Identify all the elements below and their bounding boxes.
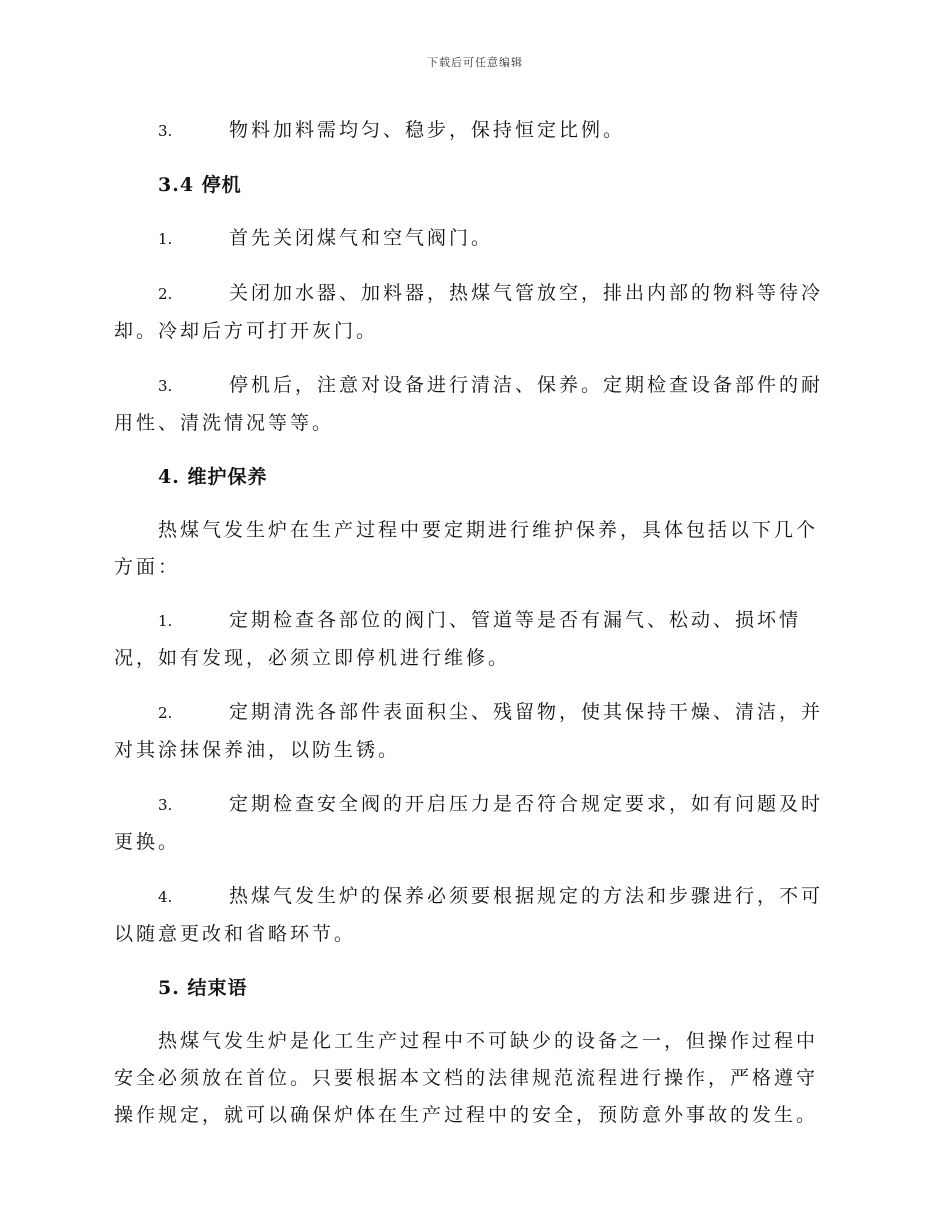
list-number: 1. [158, 230, 173, 248]
list-text: 物料加料需均匀、稳步，保持恒定比例。 [229, 119, 626, 141]
list-text: 关闭加水器、加料器，热煤气管放空，排出内部的物料等待冷却。冷却后方可打开灰门。 [114, 282, 824, 342]
list-text: 热煤气发生炉的保养必须要根据规定的方法和步骤进行，不可以随意更改和省略环节。 [114, 885, 824, 945]
list-number: 4. [158, 888, 173, 906]
section-heading-conclusion: 5. 结束语 [158, 977, 248, 999]
list-text: 定期清洗各部件表面积尘、残留物，使其保持干燥、清洁，并对其涂抹保养油，以防生锈。 [114, 701, 824, 761]
list-text: 定期检查安全阀的开启压力是否符合规定要求，如有问题及时更换。 [114, 793, 824, 853]
list-item [114, 878, 834, 953]
list-item [114, 220, 834, 258]
list-text: 首先关闭煤气和空气阀门。 [229, 227, 494, 249]
list-item [114, 786, 834, 861]
section-heading-shutdown: 3.4 停机 [158, 174, 242, 196]
list-item [114, 602, 834, 677]
list-number: 2. [158, 704, 173, 722]
paragraph: 热煤气发生炉是化工生产过程中不可缺少的设备之一，但操作过程中安全必须放在首位。只要根据本文档的法律规范流程进行操作，严格遵守操作规定，就可以确保炉体在生产过程中的安全，预防意外事故的发生。 [114, 1030, 819, 1126]
page-header: 下载后可任意编辑 [427, 56, 523, 69]
list-item [114, 275, 834, 350]
section-heading-maintenance: 4. 维护保养 [158, 466, 268, 488]
list-number: 3. [158, 122, 173, 140]
list-number: 1. [158, 612, 173, 630]
list-number: 2. [158, 285, 173, 303]
list-number: 3. [158, 796, 173, 814]
list-number: 3. [158, 377, 173, 395]
list-item [114, 112, 834, 150]
document-body [114, 112, 834, 1150]
paragraph: 热煤气发生炉在生产过程中要定期进行维护保养，具体包括以下几个方面： [114, 519, 819, 578]
list-item [114, 694, 834, 769]
list-text: 停机后，注意对设备进行清洁、保养。定期检查设备部件的耐用性、清洗情况等等。 [114, 374, 824, 434]
list-text: 定期检查各部位的阀门、管道等是否有漏气、松动、损坏情况，如有发现，必须立即停机进行维修。 [114, 609, 802, 669]
list-item [114, 367, 834, 442]
